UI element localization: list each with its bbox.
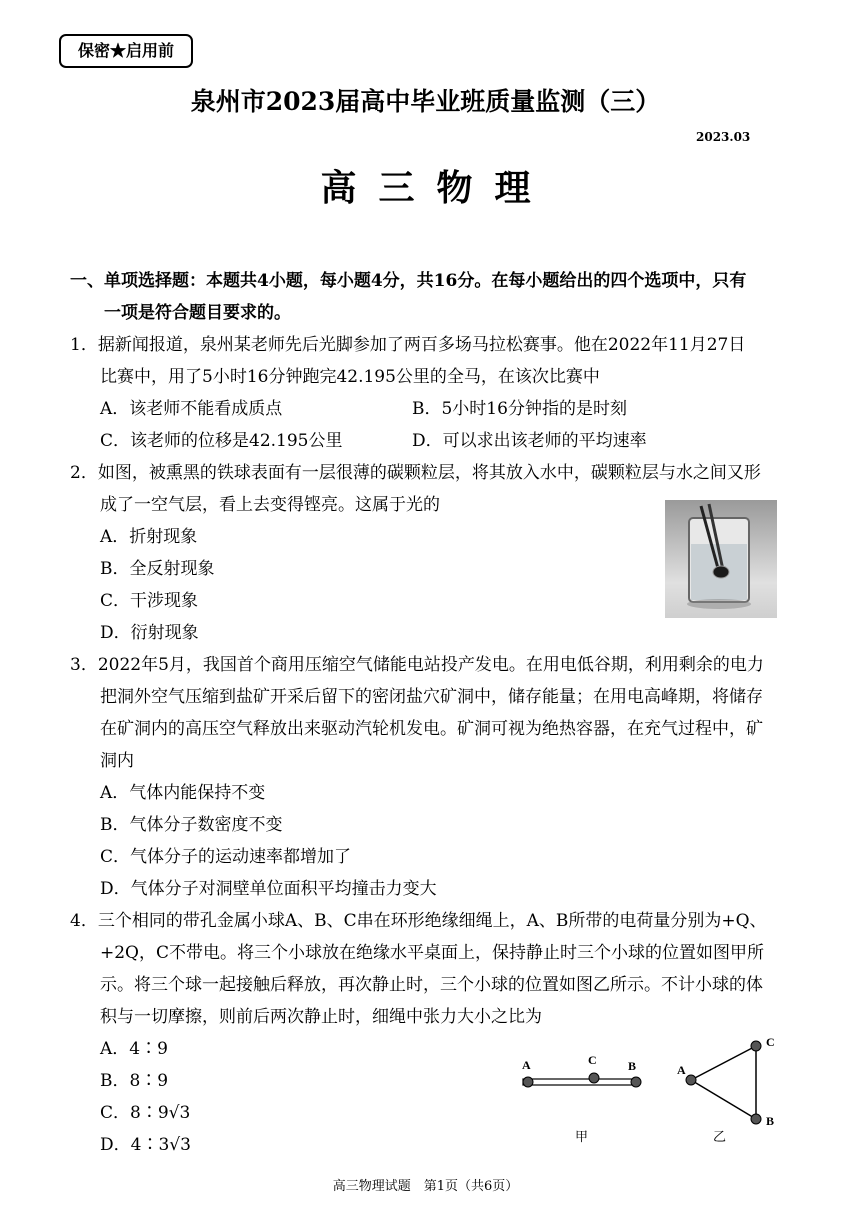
q2-option-b: B．全反射现象	[100, 559, 215, 579]
q4-stem-line3: 示。将三个球一起接触后释放，再次静止时，三个小球的位置如图乙所示。不计小球的体	[100, 975, 763, 995]
label-a-yi: A	[677, 1063, 686, 1077]
q1-stem-line1: 1．据新闻报道，泉州某老师先后光脚参加了两百多场马拉松赛事。他在2022年11月27日	[70, 335, 746, 355]
q4-stem-line2: +2Q，C不带电。将三个小球放在绝缘水平桌面上，保持静止时三个小球的位置如图甲所	[100, 943, 765, 963]
q1-option-d: D．可以求出该老师的平均速率	[412, 431, 647, 451]
q4-option-b: B．8∶9	[100, 1071, 169, 1091]
q2-option-a: A．折射现象	[100, 527, 198, 547]
ball-b-yi	[751, 1114, 761, 1124]
q4-figure	[505, 1028, 795, 1148]
q4-option-d: D．4∶3√3	[100, 1135, 191, 1155]
glass-water-photo	[665, 500, 777, 618]
section1-instruction-line1: 一、单项选择题：本题共4小题，每小题4分，共16分。在每小题给出的四个选项中，只有	[70, 271, 747, 291]
q4-stem-line1: 4．三个相同的带孔金属小球A、B、C串在环形绝缘细绳上，A、B所带的电荷量分别为+Q、	[70, 911, 767, 931]
ball-c-jia	[589, 1073, 599, 1083]
label-c-yi: C	[766, 1035, 775, 1049]
ball-a-jia	[523, 1077, 533, 1087]
q3-option-d: D．气体分子对洞壁单位面积平均撞击力变大	[100, 879, 437, 899]
q2-option-d: D．衍射现象	[100, 623, 199, 643]
q2-stem-line2: 成了一空气层，看上去变得铿亮。这属于光的	[100, 495, 440, 515]
label-c-jia: C	[588, 1053, 597, 1067]
q3-option-a: A．气体内能保持不变	[100, 783, 266, 803]
q4-stem-line4: 积与一切摩擦，则前后两次静止时，细绳中张力大小之比为	[100, 1007, 542, 1027]
subject-title: 高三物理	[320, 167, 553, 209]
ball-a-yi	[686, 1075, 696, 1085]
q1-option-c: C．该老师的位移是42.195公里	[100, 431, 343, 451]
q2-option-c: C．干涉现象	[100, 591, 199, 611]
q4-option-c: C．8∶9√3	[100, 1103, 191, 1123]
q3-option-b: B．气体分子数密度不变	[100, 815, 283, 835]
label-a-jia: A	[522, 1058, 531, 1072]
charged-balls-diagram	[505, 1028, 795, 1148]
q2-stem-line1: 2．如图，被熏黑的铁球表面有一层很薄的碳颗粒层，将其放入水中，碳颗粒层与水之间又形	[70, 463, 761, 483]
ball-c-yi	[751, 1041, 761, 1051]
page-footer: 高三物理试题 第1页（共6页）	[332, 1179, 519, 1194]
q3-stem-line1: 3．2022年5月，我国首个商用压缩空气储能电站投产发电。在用电低谷期，利用剩余的电力	[70, 655, 764, 675]
exam-date: 2023.03	[696, 130, 751, 144]
ball-b-jia	[631, 1077, 641, 1087]
glass-with-ball-image	[665, 500, 777, 618]
section1-instruction-line2: 一项是符合题目要求的。	[104, 303, 291, 323]
q1-stem-line2: 比赛中，用了5小时16分钟跑完42.195公里的全马，在该次比赛中	[100, 367, 600, 387]
q3-option-c: C．气体分子的运动速率都增加了	[100, 847, 352, 867]
q4-option-a: A．4∶9	[100, 1039, 168, 1059]
caption-jia: 甲	[575, 1129, 589, 1144]
label-b-yi: B	[766, 1114, 775, 1128]
rope-jia	[523, 1079, 639, 1085]
q3-stem-line3: 在矿洞内的高压空气释放出来驱动汽轮机发电。矿洞可视为绝热容器，在充气过程中，矿	[100, 719, 763, 739]
q1-option-b: B．5小时16分钟指的是时刻	[412, 399, 627, 419]
q3-stem-line2: 把洞外空气压缩到盐矿开采后留下的密闭盐穴矿洞中，储存能量；在用电高峰期，将储存	[100, 687, 763, 707]
caption-yi: 乙	[713, 1129, 727, 1144]
label-b-jia: B	[628, 1059, 637, 1073]
confidential-stamp: 保密★启用前	[59, 34, 193, 68]
q1-option-a: A．该老师不能看成质点	[100, 399, 283, 419]
q3-stem-line4: 洞内	[100, 751, 134, 771]
exam-title: 泉州市2023届高中毕业班质量监测（三）	[190, 87, 661, 116]
